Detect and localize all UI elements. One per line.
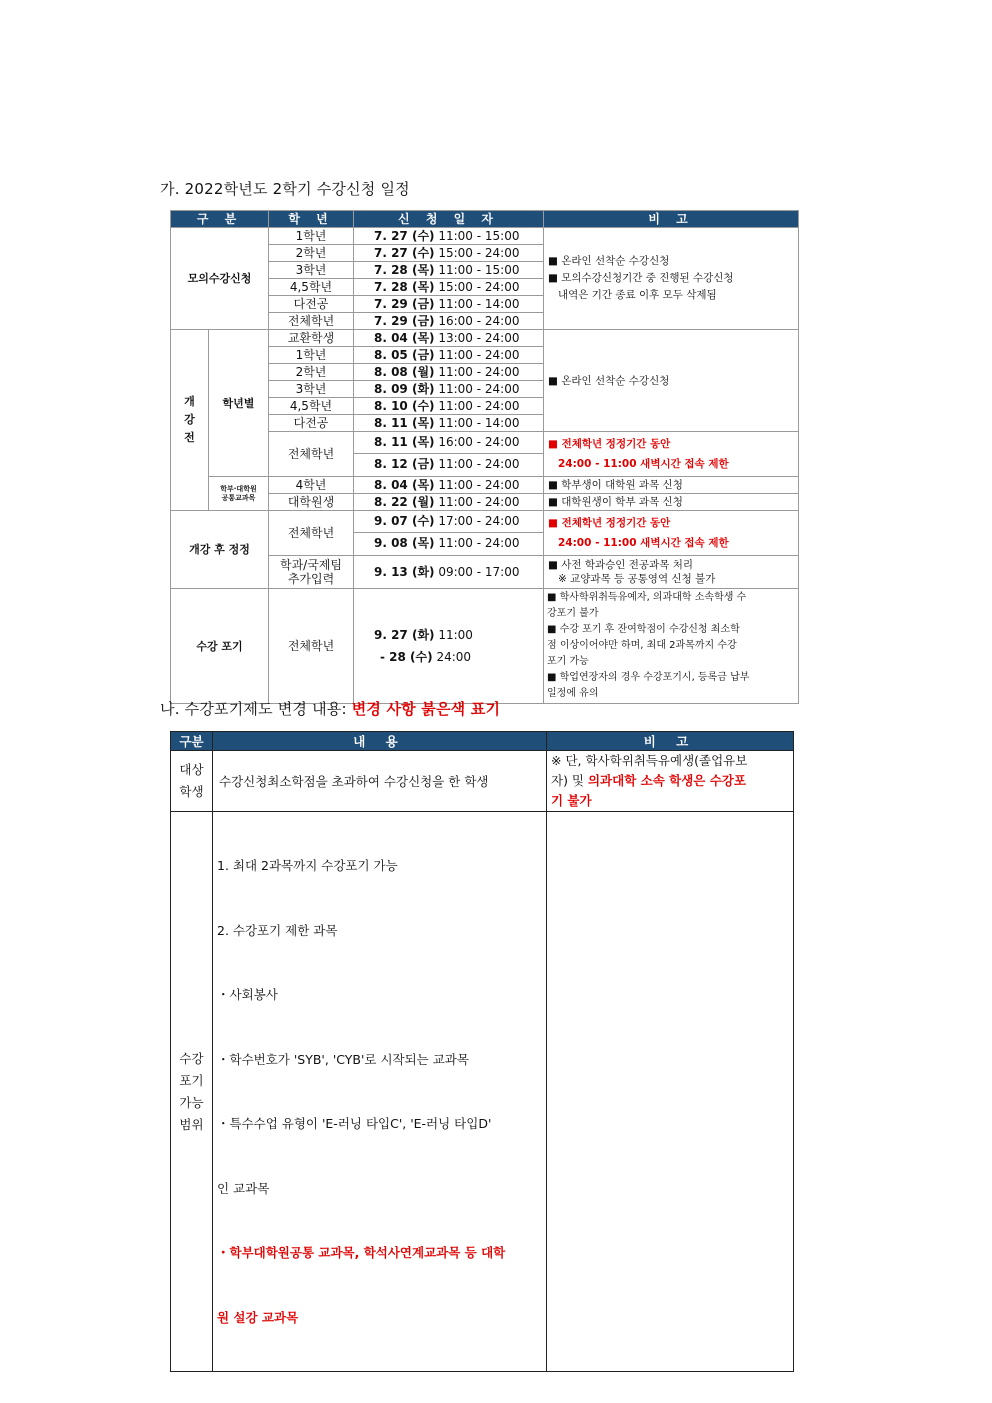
by-grade-label: 학년별 <box>209 330 269 477</box>
target-label: 대상 학생 <box>171 751 213 812</box>
section-a-title: 가. 2022학년도 2학기 수강신청 일정 <box>160 180 410 198</box>
date-cell: 7. 28 (목) 15:00 - 24:00 <box>354 279 544 296</box>
date-cell: 8. 04 (목) 11:00 - 24:00 <box>354 477 544 494</box>
withdraw-label: 수강 포기 <box>171 589 269 704</box>
scope-remark <box>547 812 794 1372</box>
date-cell: 7. 29 (금) 16:00 - 24:00 <box>354 313 544 330</box>
date-cell: 8. 09 (화) 11:00 - 24:00 <box>354 381 544 398</box>
header-content: 내 용 <box>213 732 547 751</box>
scope-content: 1. 최대 2과목까지 수강포기 가능 2. 수강포기 제한 과목 ・사회봉사 ・학수번호가 'SYB', 'CYB'로 시작되는 교과목 ・특수수업 유형이 'E-러닝 타입C', 'E-러닝 타입D' 인 교과목 ・학부대학원공통 교과목, 학석사연계교과목 등 대학 원 설강 교과목 <box>213 812 547 1372</box>
date-cell: 7. 29 (금) 11:00 - 14:00 <box>354 296 544 313</box>
grade-cell: 3학년 <box>269 262 354 279</box>
header-category: 구분 <box>171 732 213 751</box>
withdraw-policy-table <box>170 731 794 1372</box>
header-date: 신 청 일 자 <box>354 211 544 228</box>
schedule-table <box>170 210 799 704</box>
date-cell: 8. 11 (목) 11:00 - 14:00 <box>354 415 544 432</box>
header-category: 구 분 <box>171 211 269 228</box>
section-b-title: 나. 수강포기제도 변경 내용: 변경 사항 붉은색 표기 <box>160 700 501 718</box>
grade-cell: 4,5학년 <box>269 398 354 415</box>
date-cell: 8. 08 (월) 11:00 - 24:00 <box>354 364 544 381</box>
target-remark: ※ 단, 학사학위취득유예생(졸업유보 자) 및 의과대학 소속 학생은 수강포 기 불가 <box>547 751 794 812</box>
date-cell: 8. 10 (수) 11:00 - 24:00 <box>354 398 544 415</box>
grade-cell: 4학년 <box>269 477 354 494</box>
grade-cell: 1학년 <box>269 228 354 245</box>
date-cell: 8. 05 (금) 11:00 - 24:00 <box>354 347 544 364</box>
grade-cell: 1학년 <box>269 347 354 364</box>
dept-note: ■ 사전 학과승인 전공과목 처리 ※ 교양과목 등 공통영역 신청 불가 <box>544 556 799 589</box>
correction-note: ■ 전체학년 정정기간 동안 24:00 - 11:00 새벽시간 접속 제한 <box>544 432 799 477</box>
grade-cell: 2학년 <box>269 245 354 262</box>
joint-note: ■ 대학원생이 학부 과목 신청 <box>544 494 799 511</box>
joint-course-label: 학부·대학원 공통교과목 <box>209 477 269 511</box>
header-remark: 비 고 <box>547 732 794 751</box>
joint-note: ■ 학부생이 대학원 과목 신청 <box>544 477 799 494</box>
mock-note: ■ 온라인 선착순 수강신청 ■ 모의수강신청기간 중 진행된 수강신청 내역은 기간 종료 이후 모두 삭제됨 <box>544 228 799 330</box>
date-cell: 8. 12 (금) 11:00 - 24:00 <box>354 453 544 476</box>
date-cell: 9. 08 (목) 11:00 - 24:00 <box>354 532 544 555</box>
grade-cell: 다전공 <box>269 415 354 432</box>
date-cell: 9. 13 (화) 09:00 - 17:00 <box>354 556 544 589</box>
after-label: 개강 후 정정 <box>171 511 269 589</box>
target-content: 수강신청최소학점을 초과하여 수강신청을 한 학생 <box>213 751 547 812</box>
grade-cell: 학과/국제팀 추가입력 <box>269 556 354 589</box>
grade-cell: 대학원생 <box>269 494 354 511</box>
grade-cell: 전체학년 <box>269 432 354 477</box>
grade-cell: 전체학년 <box>269 313 354 330</box>
date-cell: 7. 27 (수) 15:00 - 24:00 <box>354 245 544 262</box>
withdraw-date-cell: 9. 27 (화) 11:00 - 28 (수) 24:00 <box>354 589 544 704</box>
grade-cell: 3학년 <box>269 381 354 398</box>
grade-cell: 4,5학년 <box>269 279 354 296</box>
scope-label: 수강 포기 가능 범위 <box>171 812 213 1372</box>
grade-cell: 전체학년 <box>269 589 354 704</box>
date-cell: 8. 04 (목) 13:00 - 24:00 <box>354 330 544 347</box>
date-cell: 9. 07 (수) 17:00 - 24:00 <box>354 511 544 533</box>
grade-cell: 2학년 <box>269 364 354 381</box>
before-label: 개 강 전 <box>171 330 209 511</box>
mock-label: 모의수강신청 <box>171 228 269 330</box>
date-cell: 7. 28 (목) 11:00 - 15:00 <box>354 262 544 279</box>
header-remark: 비 고 <box>544 211 799 228</box>
date-cell: 8. 11 (목) 16:00 - 24:00 <box>354 432 544 454</box>
date-cell: 7. 27 (수) 11:00 - 15:00 <box>354 228 544 245</box>
withdraw-note: ■ 학사학위취득유예자, 의과대학 소속학생 수 강포기 불가 ■ 수강 포기 후 잔여학점이 수강신청 최소학 점 이상이어야만 하며, 최대 2과목까지 수강 포기 가능 ■ 학업연장자의 경우 수강포기시, 등록금 납부 일정에 유의 <box>544 589 799 704</box>
after-correction-note: ■ 전체학년 정정기간 동안 24:00 - 11:00 새벽시간 접속 제한 <box>544 511 799 556</box>
grade-cell: 전체학년 <box>269 511 354 556</box>
header-grade: 학 년 <box>269 211 354 228</box>
date-cell: 8. 22 (월) 11:00 - 24:00 <box>354 494 544 511</box>
online-note: ■ 온라인 선착순 수강신청 <box>544 330 799 432</box>
grade-cell: 다전공 <box>269 296 354 313</box>
grade-cell: 교환학생 <box>269 330 354 347</box>
